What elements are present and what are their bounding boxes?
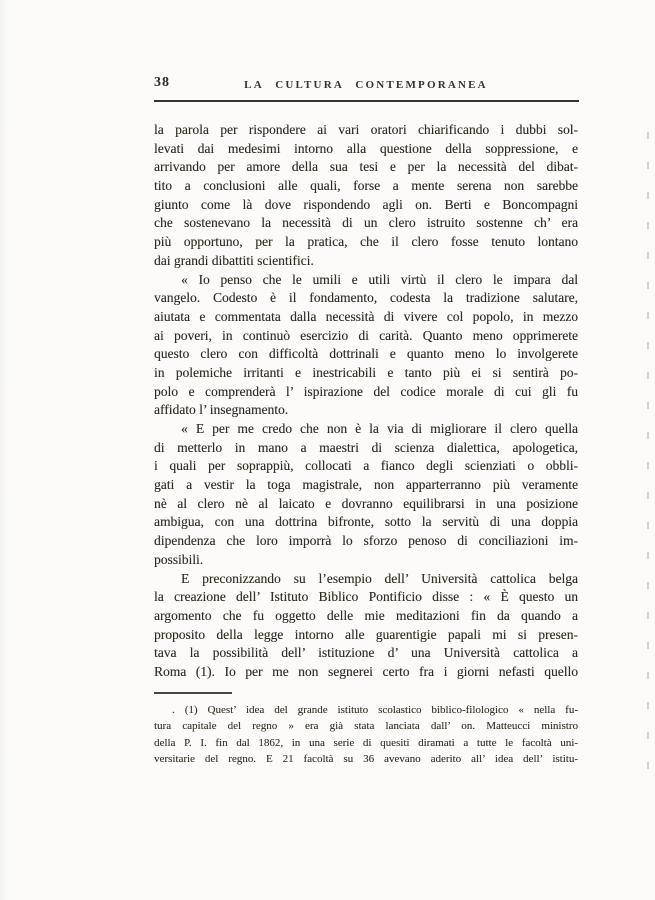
text-line: affidato l’ insegnamento. bbox=[154, 402, 289, 418]
text-line: in polemiche irritanti e inestricabili e tanto più ei si sentirà po- bbox=[154, 364, 578, 380]
text-line: la creazione dell’ Istituto Biblico Pontificio disse : « È questo un bbox=[154, 589, 578, 605]
text-line: dai grandi dibattiti scientifici. bbox=[154, 252, 314, 268]
body-text bbox=[154, 121, 578, 682]
text-line: nè al clero nè al laicato e dovranno equilibrarsi in una posizione bbox=[154, 495, 578, 511]
text-line: più opportuno, per la pratica, che il clero fosse tenuto lontano bbox=[154, 234, 578, 250]
text-line: ai poveri, in continuò esercizio di carità. Quanto meno opprimerete bbox=[154, 327, 578, 343]
page-number: 38 bbox=[154, 75, 170, 90]
text-line: proposito della legge intorno alle guarentigie papali mi si presen- bbox=[154, 626, 578, 642]
text-line: arrivando per amore della sua tesi e per la necessità del dibat- bbox=[154, 159, 578, 175]
text-line: Roma (1). Io per me non segnerei certo fra i giorni nefasti quello bbox=[154, 663, 578, 679]
text-line: polo e comprenderà l’ ispirazione del codice morale di cui gli fu bbox=[154, 383, 578, 399]
header-rule bbox=[154, 100, 579, 102]
text-line: gati a vestir la toga magistrale, non apparterranno più veramente bbox=[154, 477, 578, 493]
text-line: versitarie del regno. E 21 facoltà su 36 avevano aderito all’ idea dell’ istitu- bbox=[154, 753, 578, 766]
text-line: E preconizzando su l’esempio dell’ Università cattolica belga bbox=[181, 570, 578, 586]
text-line: tito a conclusioni alle quali, forse a mente serena non sarebbe bbox=[154, 178, 578, 194]
running-head: LA CULTURA CONTEMPORANEA bbox=[244, 79, 488, 91]
text-line: « E per me credo che non è la via di migliorare il clero quella bbox=[181, 421, 578, 436]
text-line: aiutata e commentata dalla necessità di vivere col popolo, in mezzo bbox=[154, 308, 578, 324]
text-line: della P. I. fin dal 1862, in una serie di quesiti diramati a tutte le facoltà uni- bbox=[154, 736, 578, 749]
text-line: questo clero con difficoltà dottrinali e quanto meno lo involgerete bbox=[154, 346, 578, 362]
text-line: possibili. bbox=[154, 551, 204, 567]
text-line: i quali per soprappiù, collocati a fianco degli scienziati o obbli- bbox=[154, 458, 578, 474]
text-line: che sostenevano la necessità di un clero istruito sostenne ch’ era bbox=[154, 215, 578, 231]
text-line: vangelo. Codesto è il fondamento, codesta la tradizione salutare, bbox=[154, 290, 578, 306]
text-line: argomento che fu oggetto delle mie meditazioni fin da quando a bbox=[154, 607, 578, 623]
text-line: levati dai medesimi intorno alla questione della soppressione, e bbox=[154, 140, 578, 156]
footnote-separator-rule bbox=[154, 692, 232, 694]
text-line: tura capitale del regno » era già stata lanciata dall’ on. Matteucci ministro bbox=[154, 720, 578, 733]
text-line: giunto come là dove rispondendo agli on. Berti e Boncompagni bbox=[154, 196, 578, 212]
text-line: . (1) Quest’ idea del grande istituto scolastico biblico-filologico « nella fu- bbox=[172, 704, 578, 716]
text-line: « Io penso che le umili e utili virtù il clero le impara dal bbox=[181, 271, 578, 287]
footnote-text bbox=[154, 702, 578, 768]
text-line: la parola per rispondere ai vari oratori chiarificando i dubbi sol- bbox=[154, 122, 578, 137]
scan-page-edge-line bbox=[647, 132, 649, 792]
text-line: di metterlo in mano a maestri di scienza dialettica, apologetica, bbox=[154, 439, 578, 455]
text-line: dipendenza che loro imporrà lo sforzo penoso di conciliazioni im- bbox=[154, 533, 578, 549]
text-line: tava la possibilità dell’ istituzione d’ una Università cattolica a bbox=[154, 645, 578, 661]
text-line: ambigua, con una dottrina bifronte, sotto la servitù di una doppia bbox=[154, 514, 578, 530]
